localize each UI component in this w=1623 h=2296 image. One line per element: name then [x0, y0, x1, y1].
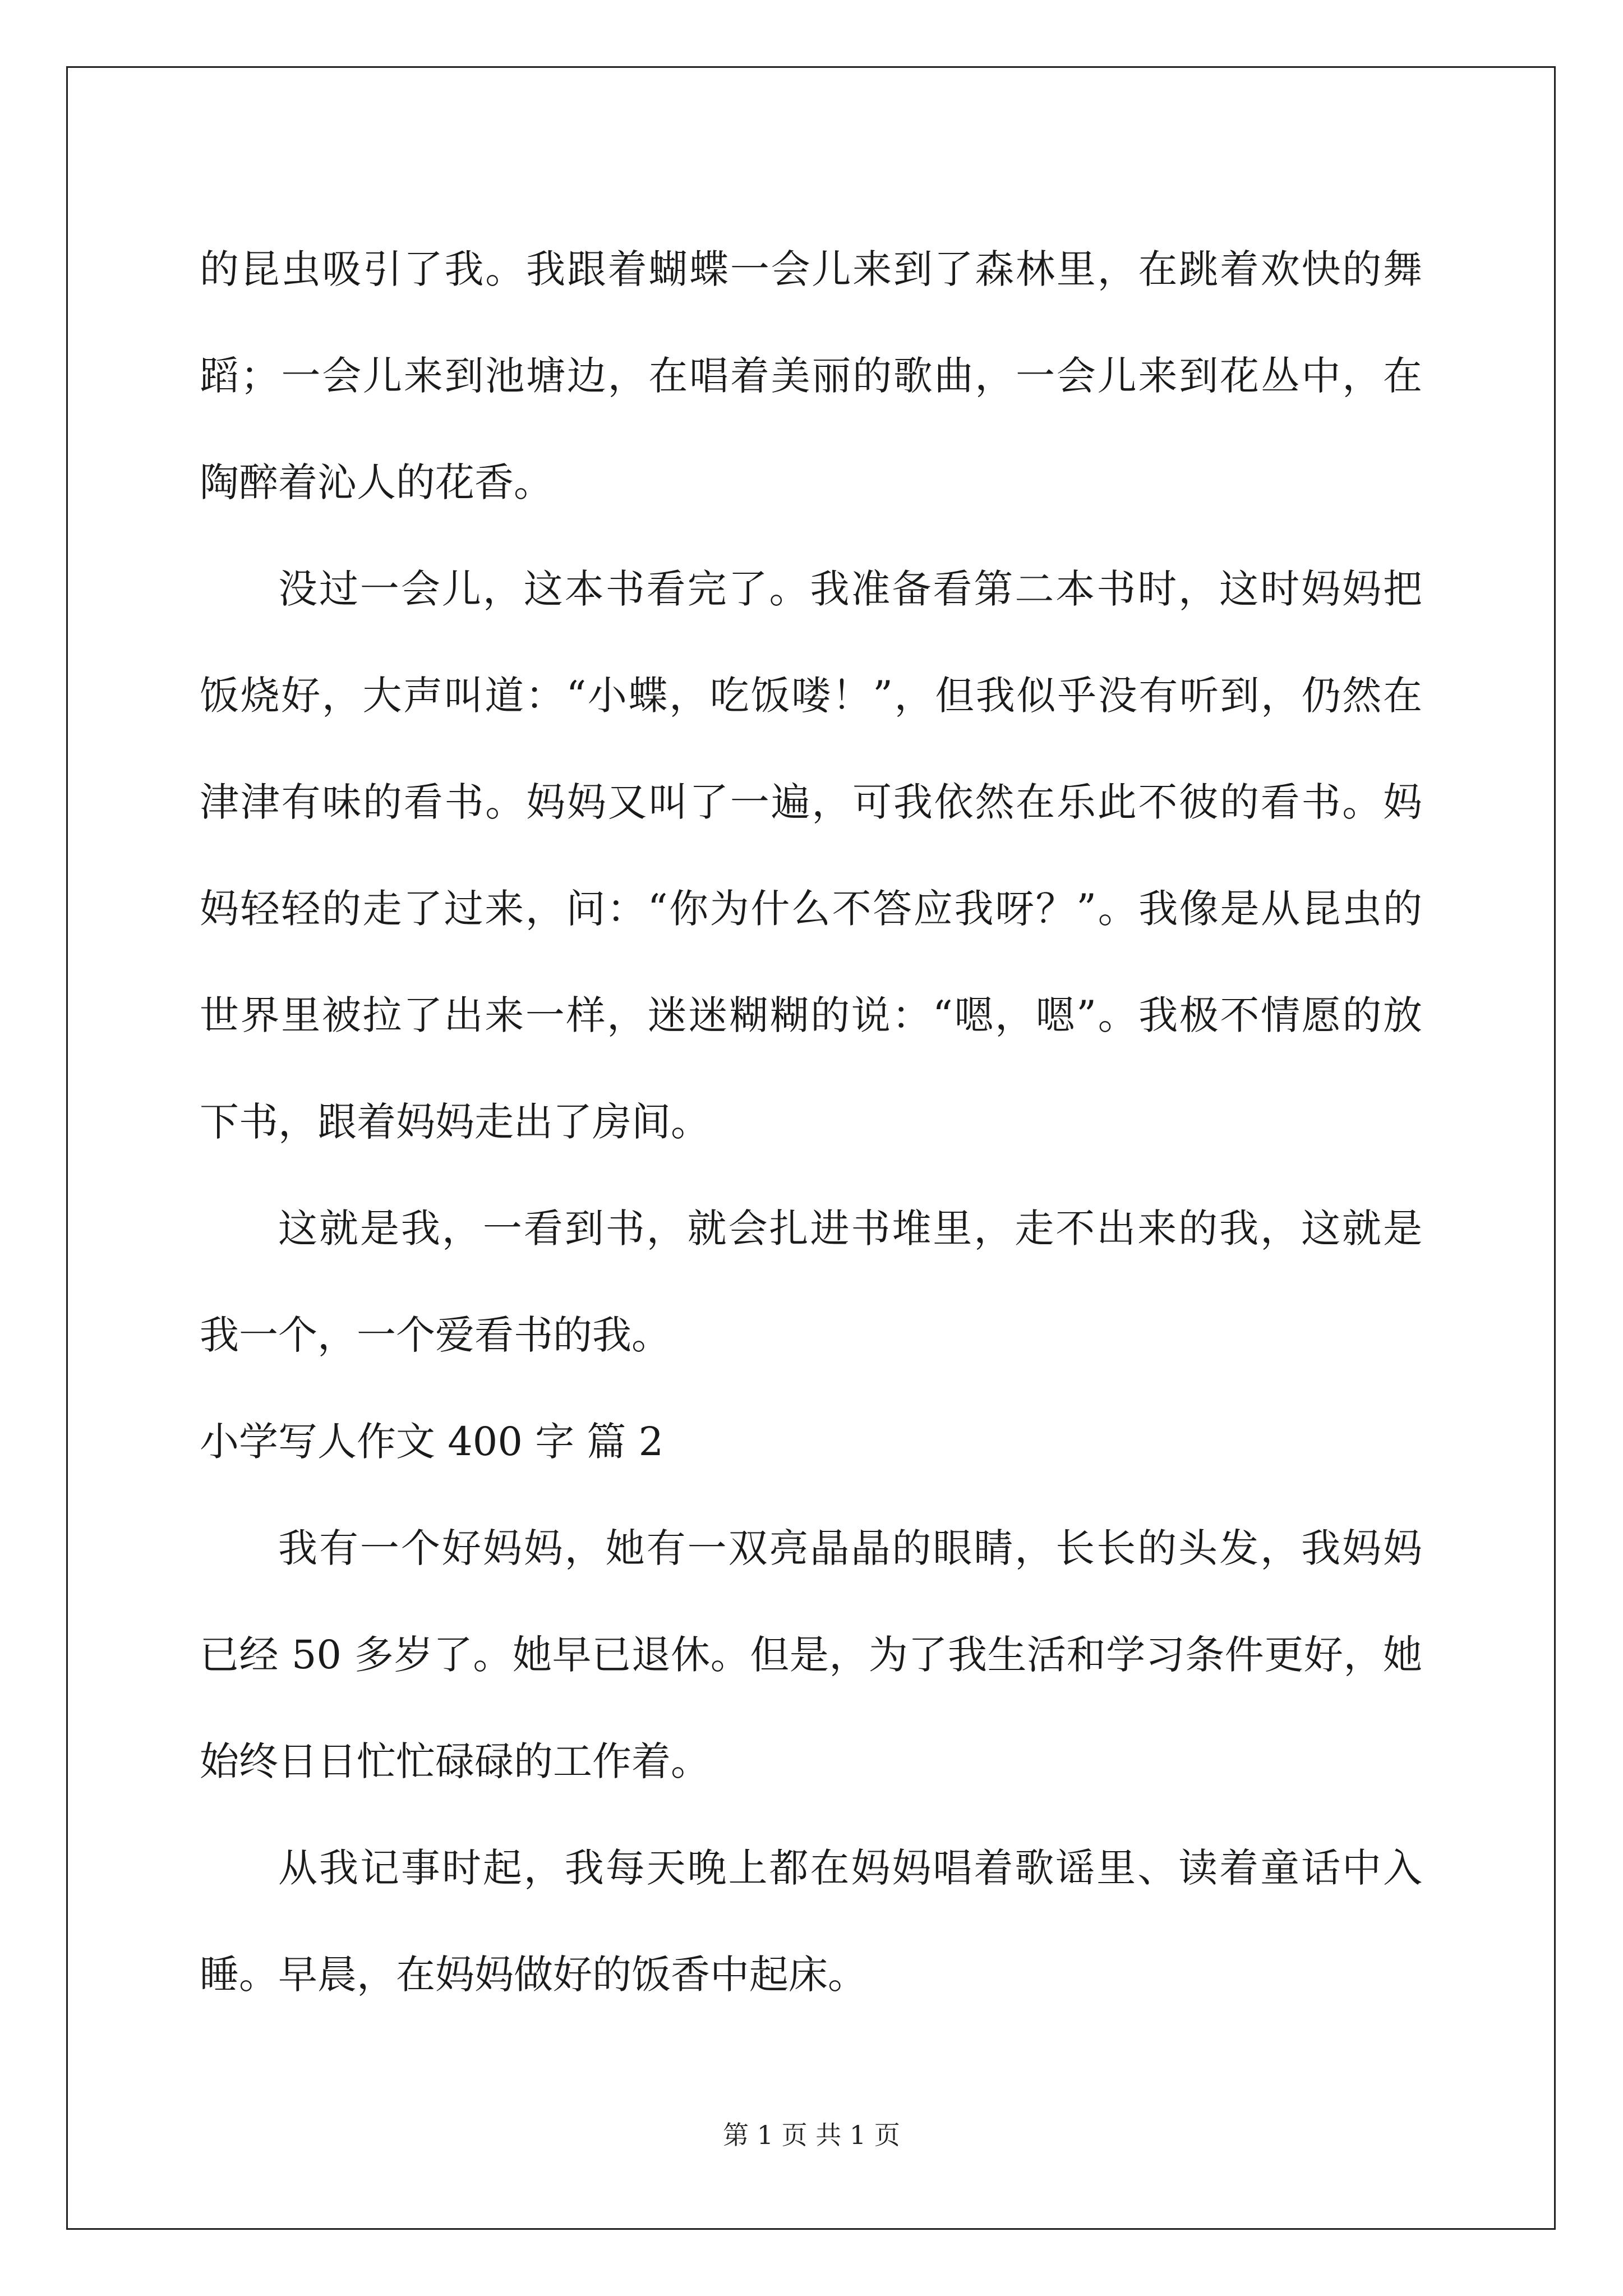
text-line: 没过一会儿，这本书看完了。我准备看第二本书时，这时妈妈把 — [278, 566, 1422, 612]
document-body — [200, 216, 1422, 2028]
text-line: 已经 50 多岁了。她早已退休。但是，为了我生活和学习条件更好，她 — [200, 1632, 1422, 1678]
text-line: 的昆虫吸引了我。我跟着蝴蝶一会儿来到了森林里，在跳着欢快的舞 — [200, 246, 1422, 292]
text-line: 我一个，一个爱看书的我。 — [200, 1312, 671, 1358]
text-line: 始终日日忙忙碌碌的工作着。 — [200, 1738, 710, 1784]
text-line: 下书，跟着妈妈走出了房间。 — [200, 1099, 710, 1145]
text-line: 蹈；一会儿来到池塘边，在唱着美丽的歌曲，一会儿来到花丛中，在 — [200, 353, 1422, 399]
text-line: 这就是我，一看到书，就会扎进书堆里，走不出来的我，这就是 — [278, 1205, 1422, 1251]
text-line: 陶醉着沁人的花香。 — [200, 459, 553, 505]
page-footer: 第 1 页 共 1 页 — [723, 2120, 900, 2150]
text-line: 饭烧好，大声叫道：“小蝶，吃饭喽！”，但我似乎没有听到，仍然在 — [200, 673, 1422, 719]
text-line: 我有一个好妈妈，她有一双亮晶晶的眼睛，长长的头发，我妈妈 — [278, 1525, 1422, 1571]
text-line: 世界里被拉了出来一样，迷迷糊糊的说：“嗯，嗯”。我极不情愿的放 — [200, 992, 1422, 1038]
text-line: 从我记事时起，我每天晚上都在妈妈唱着歌谣里、读着童话中入 — [278, 1845, 1422, 1891]
text-line: 津津有味的看书。妈妈又叫了一遍，可我依然在乐此不彼的看书。妈 — [200, 779, 1422, 825]
text-line: 妈轻轻的走了过来，问：“你为什么不答应我呀？”。我像是从昆虫的 — [200, 886, 1422, 932]
text-line: 睡。早晨，在妈妈做好的饭香中起床。 — [200, 1952, 867, 1998]
section-heading: 小学写人作文 400 字 篇 2 — [200, 1419, 664, 1465]
